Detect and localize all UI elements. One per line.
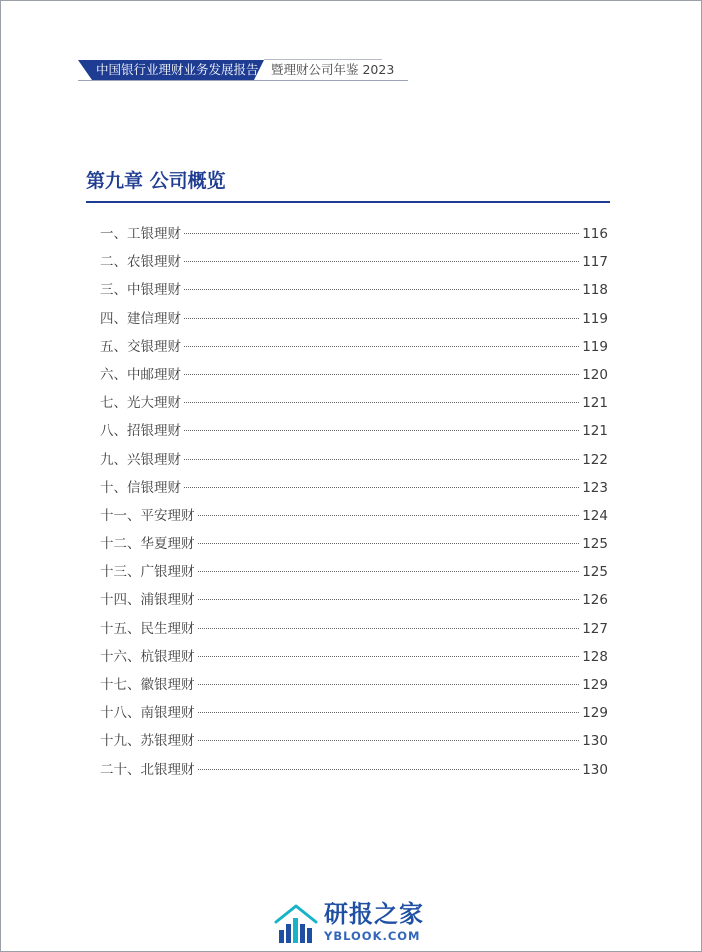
toc-entry[interactable] xyxy=(100,305,608,333)
toc-entry[interactable] xyxy=(100,502,608,530)
toc-entry[interactable] xyxy=(100,615,608,643)
toc-dot-leader xyxy=(198,514,580,516)
toc-entry[interactable] xyxy=(100,276,608,304)
toc-dot-leader xyxy=(198,627,580,629)
toc-dot-leader xyxy=(184,401,579,403)
toc-entry-label: 九、兴银理财 xyxy=(100,451,181,468)
toc-entry-label: 十九、苏银理财 xyxy=(100,733,195,750)
toc-entry[interactable] xyxy=(100,727,608,755)
header-report-title: 中国银行业理财业务发展报告 xyxy=(96,62,259,77)
toc-entry-page: 120 xyxy=(582,366,608,383)
toc-entry[interactable] xyxy=(100,558,608,586)
toc-dot-leader xyxy=(184,458,579,460)
toc-entry[interactable] xyxy=(100,333,608,361)
toc-entry-label: 十二、华夏理财 xyxy=(100,536,195,553)
toc-dot-leader xyxy=(184,486,579,488)
toc-entry-label: 十三、广银理财 xyxy=(100,564,195,581)
chapter-title-rule xyxy=(86,201,610,203)
toc-entry-page: 119 xyxy=(582,338,608,355)
toc-dot-leader xyxy=(184,260,579,262)
toc-entry-page: 121 xyxy=(582,423,608,440)
toc-entry[interactable] xyxy=(100,417,608,445)
toc-entry[interactable] xyxy=(100,671,608,699)
toc-entry-label: 十四、浦银理财 xyxy=(100,592,195,609)
toc-entry-label: 十一、平安理财 xyxy=(100,507,195,524)
toc-entry-label: 八、招银理财 xyxy=(100,423,181,440)
toc-entry[interactable] xyxy=(100,474,608,502)
toc-entry-page: 122 xyxy=(582,451,608,468)
toc-entry-label: 十八、南银理财 xyxy=(100,705,195,722)
header-yearbook-title: 暨理财公司年鉴 2023 xyxy=(271,62,395,77)
toc-entry-label: 十六、杭银理财 xyxy=(100,648,195,665)
toc-entry-label: 十、信银理财 xyxy=(100,479,181,496)
toc-entry[interactable] xyxy=(100,756,608,784)
toc-dot-leader xyxy=(198,655,580,657)
toc-entry-label: 二十、北银理财 xyxy=(100,761,195,778)
toc-entry-page: 124 xyxy=(582,507,608,524)
watermark-url: YBLOOK.COM xyxy=(324,929,421,943)
toc-entry-page: 129 xyxy=(582,705,608,722)
toc-dot-leader xyxy=(184,429,579,431)
toc-entry-label: 五、交银理财 xyxy=(100,338,181,355)
toc-entry[interactable] xyxy=(100,446,608,474)
toc-entry[interactable] xyxy=(100,699,608,727)
toc-dot-leader xyxy=(198,711,580,713)
toc-entry[interactable] xyxy=(100,220,608,248)
toc-entry-page: 119 xyxy=(582,310,608,327)
toc-entry[interactable] xyxy=(100,530,608,558)
toc-dot-leader xyxy=(198,683,580,685)
toc-entry-page: 128 xyxy=(582,648,608,665)
toc-entry-page: 130 xyxy=(582,733,608,750)
bar-chart-house-logo-icon xyxy=(274,902,318,944)
toc-entry-page: 118 xyxy=(582,282,608,299)
toc-dot-leader xyxy=(198,739,580,741)
toc-entry-label: 十七、徽银理财 xyxy=(100,677,195,693)
toc-entry-page: 116 xyxy=(582,226,608,242)
toc-entry[interactable] xyxy=(100,361,608,389)
header-divider-bottom xyxy=(78,80,408,81)
toc-dot-leader xyxy=(184,232,579,234)
toc-dot-leader xyxy=(184,317,579,319)
toc-entry-page: 117 xyxy=(582,254,608,271)
header-divider-top xyxy=(264,59,382,60)
toc-entry-page: 126 xyxy=(582,592,608,609)
toc-entry-label: 三、中银理财 xyxy=(100,282,181,299)
toc-entry-label: 十五、民生理财 xyxy=(100,620,195,637)
toc-dot-leader xyxy=(184,373,579,375)
toc-dot-leader xyxy=(198,570,580,572)
table-of-contents xyxy=(100,220,608,784)
toc-entry-label: 七、光大理财 xyxy=(100,395,181,412)
toc-entry-label: 一、工银理财 xyxy=(100,226,181,242)
toc-entry-page: 121 xyxy=(582,395,608,412)
watermark xyxy=(274,900,434,950)
toc-entry-label: 六、中邮理财 xyxy=(100,366,181,383)
toc-dot-leader xyxy=(184,345,579,347)
watermark-title: 研报之家 xyxy=(324,900,424,928)
toc-entry-page: 125 xyxy=(582,564,608,581)
toc-entry-page: 123 xyxy=(582,479,608,496)
toc-entry-page: 129 xyxy=(582,677,608,693)
toc-entry[interactable] xyxy=(100,248,608,276)
toc-entry-page: 127 xyxy=(582,620,608,637)
toc-dot-leader xyxy=(198,598,580,600)
toc-entry-page: 130 xyxy=(582,761,608,778)
toc-entry[interactable] xyxy=(100,586,608,614)
chapter-title: 第九章 公司概览 xyxy=(86,170,226,192)
toc-dot-leader xyxy=(198,542,580,544)
toc-entry-label: 四、建信理财 xyxy=(100,310,181,327)
toc-entry[interactable] xyxy=(100,389,608,417)
toc-entry[interactable] xyxy=(100,643,608,671)
toc-entry-label: 二、农银理财 xyxy=(100,254,181,271)
toc-dot-leader xyxy=(184,288,579,290)
toc-entry-page: 125 xyxy=(582,536,608,553)
toc-dot-leader xyxy=(198,768,580,770)
